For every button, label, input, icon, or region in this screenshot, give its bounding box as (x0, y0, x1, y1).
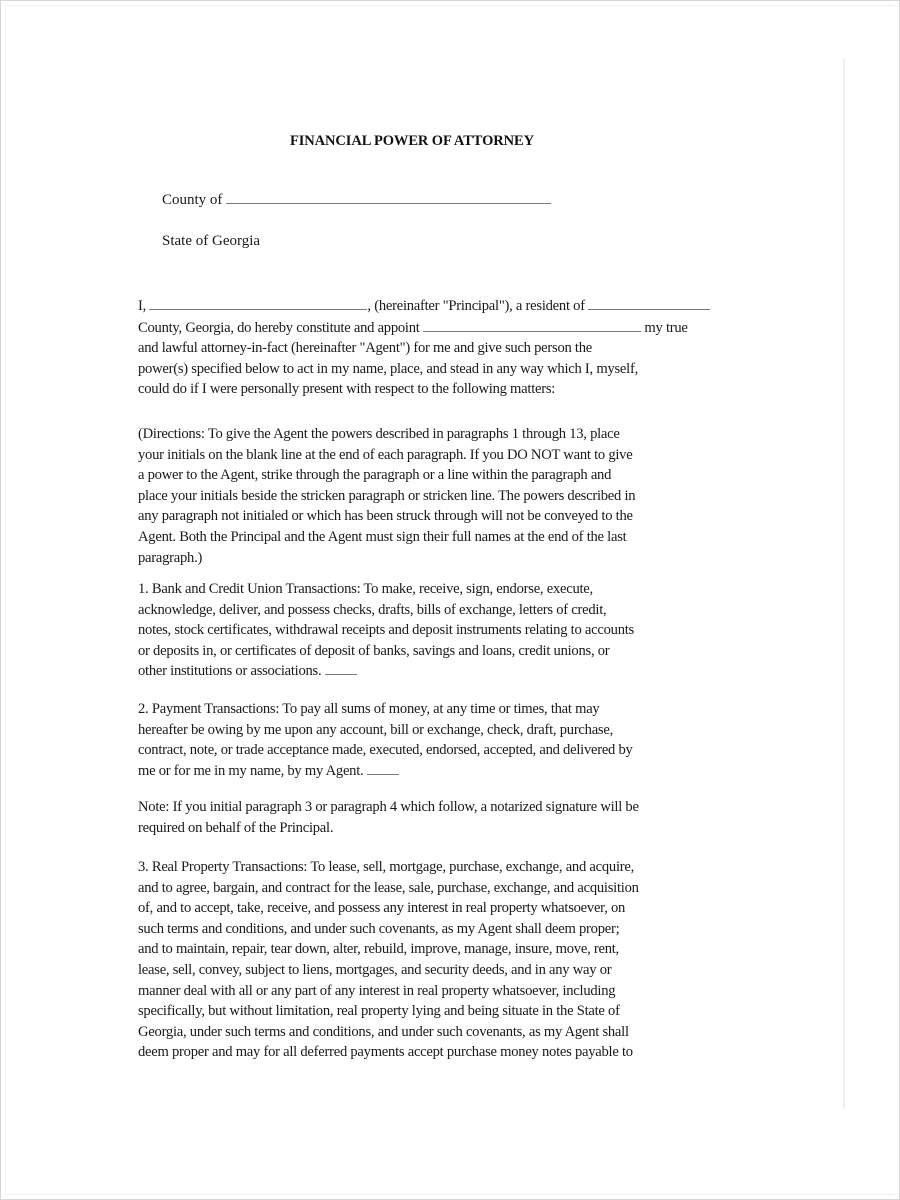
paragraph-line: manner deal with all or any part of any interest in real property whatsoever, including (138, 982, 616, 999)
document-title: FINANCIAL POWER OF ATTORNEY (290, 133, 534, 149)
directions-line: place your initials beside the stricken paragraph or stricken line. The powers described in (138, 487, 636, 504)
county-blank[interactable] (226, 191, 551, 204)
directions-line: any paragraph not initialed or which has been struck through will not be conveyed to the (138, 508, 633, 525)
paragraph-line: hereafter be owing by me upon any account, bill or exchange, check, draft, purchase, (138, 721, 613, 738)
paragraph-line: deem proper and may for all deferred payments accept purchase money notes payable to (138, 1044, 633, 1061)
paragraph-line: other institutions or associations. (138, 661, 778, 682)
paragraph-line: me or for me in my name, by my Agent. (138, 761, 778, 782)
paragraph-line: or deposits in, or certificates of deposit of banks, savings and loans, credit unions, or (138, 642, 610, 659)
county-field (162, 191, 551, 209)
intro-line: could do if I were personally present with respect to the following matters: (138, 381, 556, 398)
paragraph-line: acknowledge, deliver, and possess checks, drafts, bills of exchange, letters of credit, (138, 601, 607, 618)
intro-line: and lawful attorney-in-fact (hereinafter "Agent") for me and give such person the (138, 340, 593, 357)
agent-name-blank[interactable] (423, 319, 641, 332)
note-paragraph (138, 797, 778, 838)
paragraph-line: of, and to accept, take, receive, and possess any interest in real property whatsoever, on (138, 900, 626, 917)
county-label: County of (162, 192, 223, 208)
page-edge-divider (843, 58, 845, 1108)
paragraph-line: and to maintain, repair, tear down, alter, rebuild, improve, manage, insure, move, rent, (138, 941, 619, 958)
intro-line: power(s) specified below to act in my name, place, and stead in any way which I, myself, (138, 360, 638, 377)
paragraph-line: and to agree, bargain, and contract for the lease, sale, purchase, exchange, and acquisition (138, 879, 639, 896)
initials-blank-1[interactable] (325, 662, 357, 675)
paragraph-line: such terms and conditions, and under such covenants, as my Agent shall deem proper; (138, 920, 620, 937)
note-line: required on behalf of the Principal. (138, 819, 334, 836)
directions-line: (Directions: To give the Agent the powers described in paragraphs 1 through 13, place (138, 426, 620, 442)
paragraph-line: 2. Payment Transactions: To pay all sums of money, at any time or times, that may (138, 701, 600, 717)
paragraph-line: 1. Bank and Credit Union Transactions: To make, receive, sign, endorse, execute, (138, 581, 593, 597)
paragraph-line: notes, stock certificates, withdrawal receipts and deposit instruments relating to accounts (138, 622, 634, 639)
directions-line: paragraph.) (138, 549, 203, 566)
paragraph-line: 3. Real Property Transactions: To lease, sell, mortgage, purchase, exchange, and acquire, (138, 859, 635, 875)
resident-county-blank[interactable] (588, 297, 710, 310)
principal-name-blank[interactable] (149, 297, 367, 310)
paragraph-2-payment-transactions (138, 699, 778, 781)
state-line (162, 233, 260, 250)
note-line: Note: If you initial paragraph 3 or paragraph 4 which follow, a notarized signature will be (138, 799, 639, 815)
intro-paragraph (138, 296, 778, 400)
state-label: State of Georgia (162, 233, 261, 249)
intro-line-2: County, Georgia, do hereby constitute and appoint my true (138, 319, 688, 336)
paragraph-line: lease, sell, convey, subject to liens, mortgages, and security deeds, and in any way or (138, 961, 612, 978)
directions-paragraph (138, 424, 778, 568)
paragraph-line: contract, note, or trade acceptance made, executed, endorsed, accepted, and delivered by (138, 742, 633, 759)
intro-line-1: I, , (hereinafter "Principal"), a resident of (138, 296, 778, 317)
paragraph-line: specifically, but without limitation, real property lying and being situate in the State of (138, 1003, 620, 1020)
paragraph-3-real-property-transactions (138, 857, 778, 1063)
initials-blank-2[interactable] (367, 762, 399, 775)
directions-line: a power to the Agent, strike through the paragraph or a line within the paragraph and (138, 467, 612, 484)
directions-line: Agent. Both the Principal and the Agent must sign their full names at the end of the last (138, 528, 627, 545)
paragraph-line: Georgia, under such terms and conditions, and under such covenants, as my Agent shall (138, 1023, 629, 1040)
paragraph-1-bank-transactions (138, 579, 778, 682)
directions-line: your initials on the blank line at the end of each paragraph. If you DO NOT want to give (138, 446, 633, 463)
